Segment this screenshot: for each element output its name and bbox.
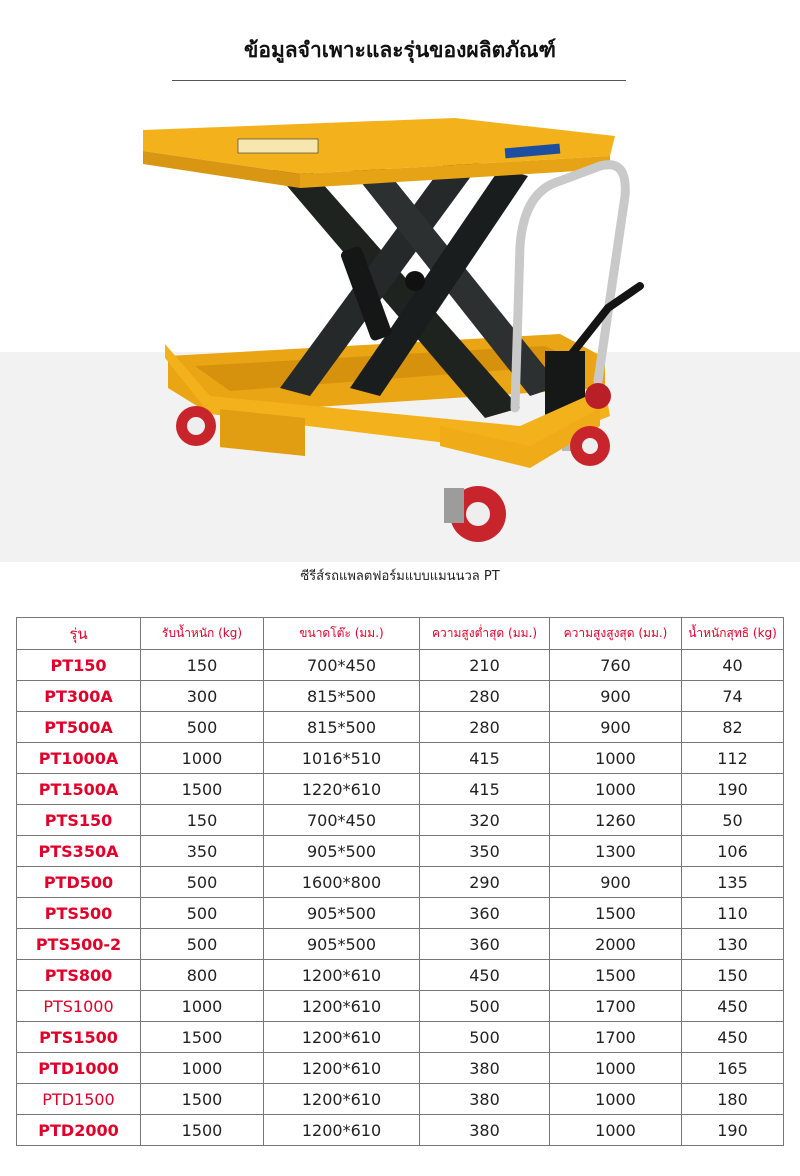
wheel-rear-left (176, 406, 216, 446)
cell-capacity: 1500 (141, 1084, 264, 1115)
cell-max-height: 1700 (550, 991, 682, 1022)
table-row (17, 867, 784, 898)
cell-capacity: 150 (141, 650, 264, 681)
cell-model: PT150 (17, 650, 141, 681)
cell-net-weight: 106 (682, 836, 784, 867)
cell-min-height: 450 (420, 960, 550, 991)
cell-max-height: 1000 (550, 1115, 682, 1146)
cell-max-height: 760 (550, 650, 682, 681)
cell-net-weight: 82 (682, 712, 784, 743)
wheel-front-right (570, 426, 610, 466)
cell-capacity: 500 (141, 898, 264, 929)
cell-min-height: 360 (420, 898, 550, 929)
cell-model: PT1000A (17, 743, 141, 774)
cell-table-size: 1200*610 (264, 1053, 420, 1084)
cell-capacity: 500 (141, 867, 264, 898)
cell-net-weight: 190 (682, 774, 784, 805)
header-min-height: ความสูงต่ำสุด (มม.) (420, 618, 550, 650)
cell-capacity: 1000 (141, 743, 264, 774)
cell-table-size: 700*450 (264, 650, 420, 681)
cell-net-weight: 165 (682, 1053, 784, 1084)
wheel-rear-right (585, 383, 611, 409)
cell-min-height: 320 (420, 805, 550, 836)
cell-table-size: 1200*610 (264, 1022, 420, 1053)
table-row (17, 1053, 784, 1084)
cell-min-height: 210 (420, 650, 550, 681)
header-capacity: รับน้ำหนัก (kg) (141, 618, 264, 650)
cell-model: PTS150 (17, 805, 141, 836)
cell-table-size: 1200*610 (264, 960, 420, 991)
cell-min-height: 360 (420, 929, 550, 960)
table-row (17, 960, 784, 991)
cell-capacity: 500 (141, 712, 264, 743)
cell-model: PT1500A (17, 774, 141, 805)
cell-capacity: 1000 (141, 1053, 264, 1084)
warning-labels (238, 139, 318, 153)
cell-min-height: 500 (420, 991, 550, 1022)
cell-max-height: 1000 (550, 743, 682, 774)
title-divider (172, 80, 626, 81)
cell-capacity: 1500 (141, 1022, 264, 1053)
cell-table-size: 815*500 (264, 681, 420, 712)
cell-net-weight: 40 (682, 650, 784, 681)
table-row (17, 1115, 784, 1146)
table-row (17, 1084, 784, 1115)
cell-min-height: 280 (420, 712, 550, 743)
table-row (17, 743, 784, 774)
cell-max-height: 1000 (550, 1084, 682, 1115)
cell-model: PTD2000 (17, 1115, 141, 1146)
cell-min-height: 290 (420, 867, 550, 898)
cell-model: PT300A (17, 681, 141, 712)
cell-table-size: 700*450 (264, 805, 420, 836)
cell-net-weight: 450 (682, 991, 784, 1022)
table-row (17, 991, 784, 1022)
cell-table-size: 905*500 (264, 898, 420, 929)
cell-max-height: 1000 (550, 1053, 682, 1084)
table-row (17, 650, 784, 681)
cell-net-weight: 110 (682, 898, 784, 929)
cell-capacity: 150 (141, 805, 264, 836)
cell-min-height: 500 (420, 1022, 550, 1053)
cell-model: PTS1000 (17, 991, 141, 1022)
header-max-height: ความสูงสูงสุด (มม.) (550, 618, 682, 650)
cell-net-weight: 130 (682, 929, 784, 960)
cell-capacity: 800 (141, 960, 264, 991)
cell-table-size: 905*500 (264, 929, 420, 960)
cell-max-height: 2000 (550, 929, 682, 960)
cell-min-height: 380 (420, 1084, 550, 1115)
cell-net-weight: 112 (682, 743, 784, 774)
header-model: รุ่น (17, 618, 141, 650)
cell-min-height: 415 (420, 743, 550, 774)
cell-min-height: 380 (420, 1115, 550, 1146)
cell-table-size: 1200*610 (264, 1084, 420, 1115)
table-row (17, 681, 784, 712)
scissor-lift-table-image (0, 96, 800, 556)
cell-max-height: 1500 (550, 898, 682, 929)
cell-capacity: 1000 (141, 991, 264, 1022)
cell-capacity: 300 (141, 681, 264, 712)
cell-min-height: 280 (420, 681, 550, 712)
cell-min-height: 380 (420, 1053, 550, 1084)
cell-table-size: 905*500 (264, 836, 420, 867)
cell-table-size: 1600*800 (264, 867, 420, 898)
cell-model: PTS500 (17, 898, 141, 929)
cell-max-height: 1000 (550, 774, 682, 805)
cell-max-height: 1300 (550, 836, 682, 867)
cell-capacity: 1500 (141, 1115, 264, 1146)
cell-max-height: 900 (550, 712, 682, 743)
table-row (17, 1022, 784, 1053)
product-series-caption: ซีรีส์รถแพลตฟอร์มแบบแมนนวล PT (300, 569, 500, 584)
cell-table-size: 1016*510 (264, 743, 420, 774)
cell-max-height: 900 (550, 867, 682, 898)
header-net-weight: น้ำหนักสุทธิ (kg) (682, 618, 784, 650)
cell-model: PTD1000 (17, 1053, 141, 1084)
spec-table (16, 617, 784, 1146)
wheel-front-left (444, 486, 506, 542)
cell-min-height: 415 (420, 774, 550, 805)
cell-net-weight: 150 (682, 960, 784, 991)
cell-net-weight: 180 (682, 1084, 784, 1115)
table-row (17, 898, 784, 929)
scissor-pivot (405, 271, 425, 291)
page-title: ข้อมูลจำเพาะและรุ่นของผลิตภัณฑ์ (244, 38, 556, 62)
cell-net-weight: 74 (682, 681, 784, 712)
cell-model: PTS500-2 (17, 929, 141, 960)
cell-table-size: 1200*610 (264, 991, 420, 1022)
cell-model: PT500A (17, 712, 141, 743)
cell-max-height: 1700 (550, 1022, 682, 1053)
cell-table-size: 1220*610 (264, 774, 420, 805)
cell-model: PTS800 (17, 960, 141, 991)
cell-model: PTD1500 (17, 1084, 141, 1115)
cell-max-height: 1260 (550, 805, 682, 836)
cell-model: PTS350A (17, 836, 141, 867)
header-table-size: ขนาดโต๊ะ (มม.) (264, 618, 420, 650)
table-row (17, 836, 784, 867)
cell-net-weight: 50 (682, 805, 784, 836)
cell-net-weight: 135 (682, 867, 784, 898)
table-row (17, 805, 784, 836)
cell-model: PTD500 (17, 867, 141, 898)
cell-max-height: 900 (550, 681, 682, 712)
cell-table-size: 815*500 (264, 712, 420, 743)
cell-net-weight: 450 (682, 1022, 784, 1053)
cell-max-height: 1500 (550, 960, 682, 991)
table-header-row (17, 618, 784, 650)
cell-min-height: 350 (420, 836, 550, 867)
cell-capacity: 500 (141, 929, 264, 960)
table-row (17, 712, 784, 743)
cell-table-size: 1200*610 (264, 1115, 420, 1146)
cell-capacity: 350 (141, 836, 264, 867)
cell-model: PTS1500 (17, 1022, 141, 1053)
cell-net-weight: 190 (682, 1115, 784, 1146)
cell-capacity: 1500 (141, 774, 264, 805)
table-row (17, 774, 784, 805)
table-row (17, 929, 784, 960)
